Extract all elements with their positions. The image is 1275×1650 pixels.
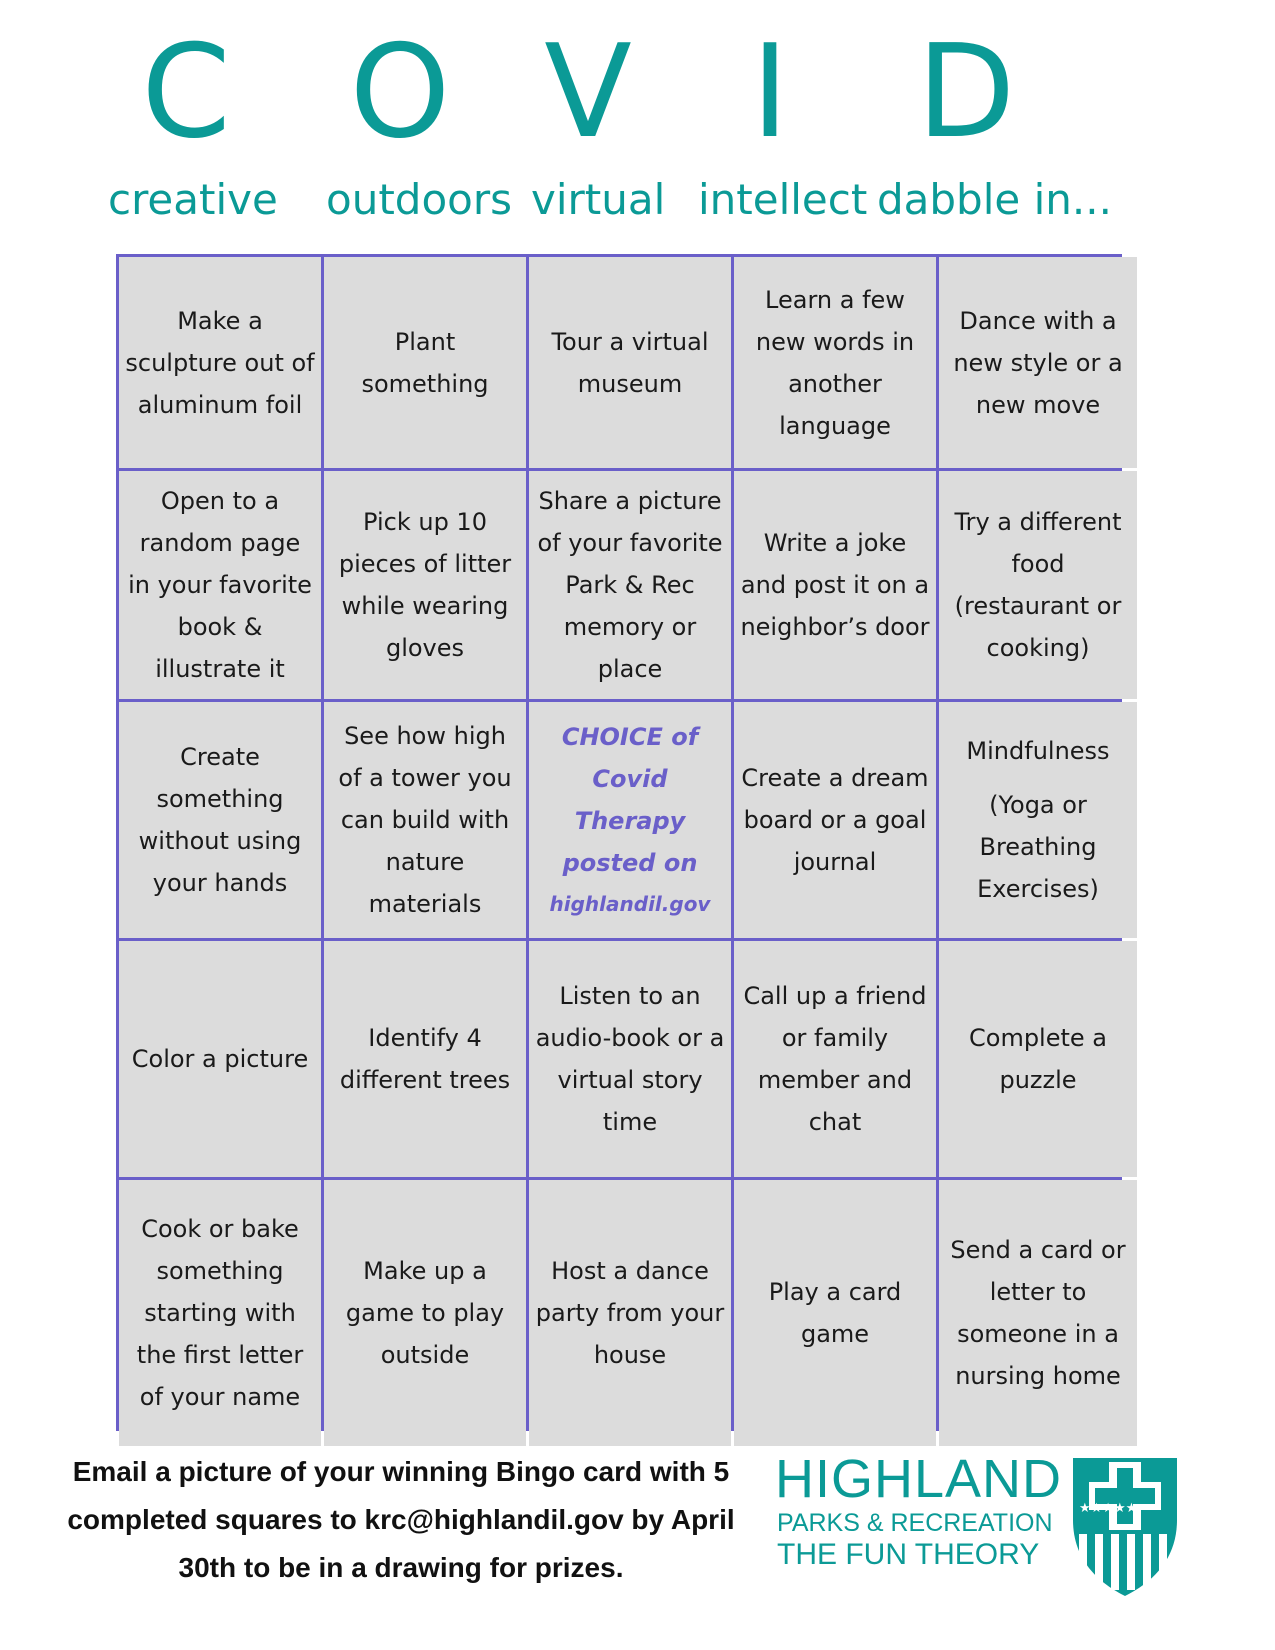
bingo-square: Plant something: [324, 257, 526, 468]
bingo-square: Learn a few new words in another language: [734, 257, 936, 468]
logo-subtitle: PARKS & RECREATION: [777, 1509, 1053, 1537]
header-letter-i: I: [751, 18, 789, 167]
bingo-square: Dance with a new style or a new move: [939, 257, 1137, 468]
bingo-square: Play a card game: [734, 1180, 936, 1446]
bingo-square: Send a card or letter to someone in a nursing home: [939, 1180, 1137, 1446]
header-letter-c: C: [141, 18, 231, 167]
svg-text:★★★★★: ★★★★★: [1079, 1501, 1138, 1516]
free-choice-text: CHOICE of Covid Therapy posted on: [561, 723, 699, 877]
logo-tagline: THE FUN THEORY: [777, 1538, 1040, 1571]
header-word-dabble-in: dabble in...: [877, 175, 1112, 224]
header-letter-o: O: [349, 18, 451, 167]
bingo-square: Try a different food (restaurant or cooking): [939, 471, 1137, 699]
bingo-square: Listen to an audio-book or a virtual story time: [529, 941, 731, 1177]
bingo-grid: [116, 254, 1126, 1431]
bingo-square: Open to a random page in your favorite book & illustrate it: [119, 471, 321, 699]
header-word-virtual: virtual: [531, 175, 666, 224]
bingo-square: Complete a puzzle: [939, 941, 1137, 1177]
bingo-square: Create something without using your hands: [119, 702, 321, 938]
bingo-square: Identify 4 different trees: [324, 941, 526, 1177]
free-choice-url: highlandil.gov: [549, 892, 711, 916]
bingo-square: Color a picture: [119, 941, 321, 1177]
header-letter-v: V: [544, 18, 632, 167]
bingo-square: See how high of a tower you can build with nature materials: [324, 702, 526, 938]
bingo-square: Call up a friend or family member and chat: [734, 941, 936, 1177]
footer-instructions: Email a picture of your winning Bingo card with 5 completed squares to krc@highlandil.gov by April 30th to be in a drawing for prizes.: [67, 1456, 735, 1583]
header-letter-d: D: [916, 18, 1016, 167]
mindfulness-detail: (Yoga or Breathing Exercises): [977, 791, 1099, 903]
header-word-intellect: intellect: [698, 175, 868, 224]
bingo-square: Create a dream board or a goal journal: [734, 702, 936, 938]
bingo-square: Make up a game to play outside: [324, 1180, 526, 1446]
bingo-square: Pick up 10 pieces of litter while wearing gloves: [324, 471, 526, 699]
bingo-square: Host a dance party from your house: [529, 1180, 731, 1446]
header-word-outdoors: outdoors: [326, 175, 512, 224]
bingo-square: Share a picture of your favorite Park & Rec memory or place: [529, 471, 731, 699]
bingo-square: Cook or bake something starting with the first letter of your name: [119, 1180, 321, 1446]
highland-logo: [775, 1450, 1195, 1600]
logo-name: HIGHLAND: [775, 1449, 1063, 1509]
shield-icon: [1065, 1450, 1185, 1600]
mindfulness-square: [939, 702, 1137, 938]
header-word-creative: creative: [108, 175, 278, 224]
mindfulness-title: Mindfulness: [966, 737, 1110, 765]
bingo-square: Tour a virtual museum: [529, 257, 731, 468]
bingo-square: Write a joke and post it on a neighbor’s door: [734, 471, 936, 699]
free-choice-square: [529, 702, 731, 938]
bingo-square: Make a sculpture out of aluminum foil: [119, 257, 321, 468]
